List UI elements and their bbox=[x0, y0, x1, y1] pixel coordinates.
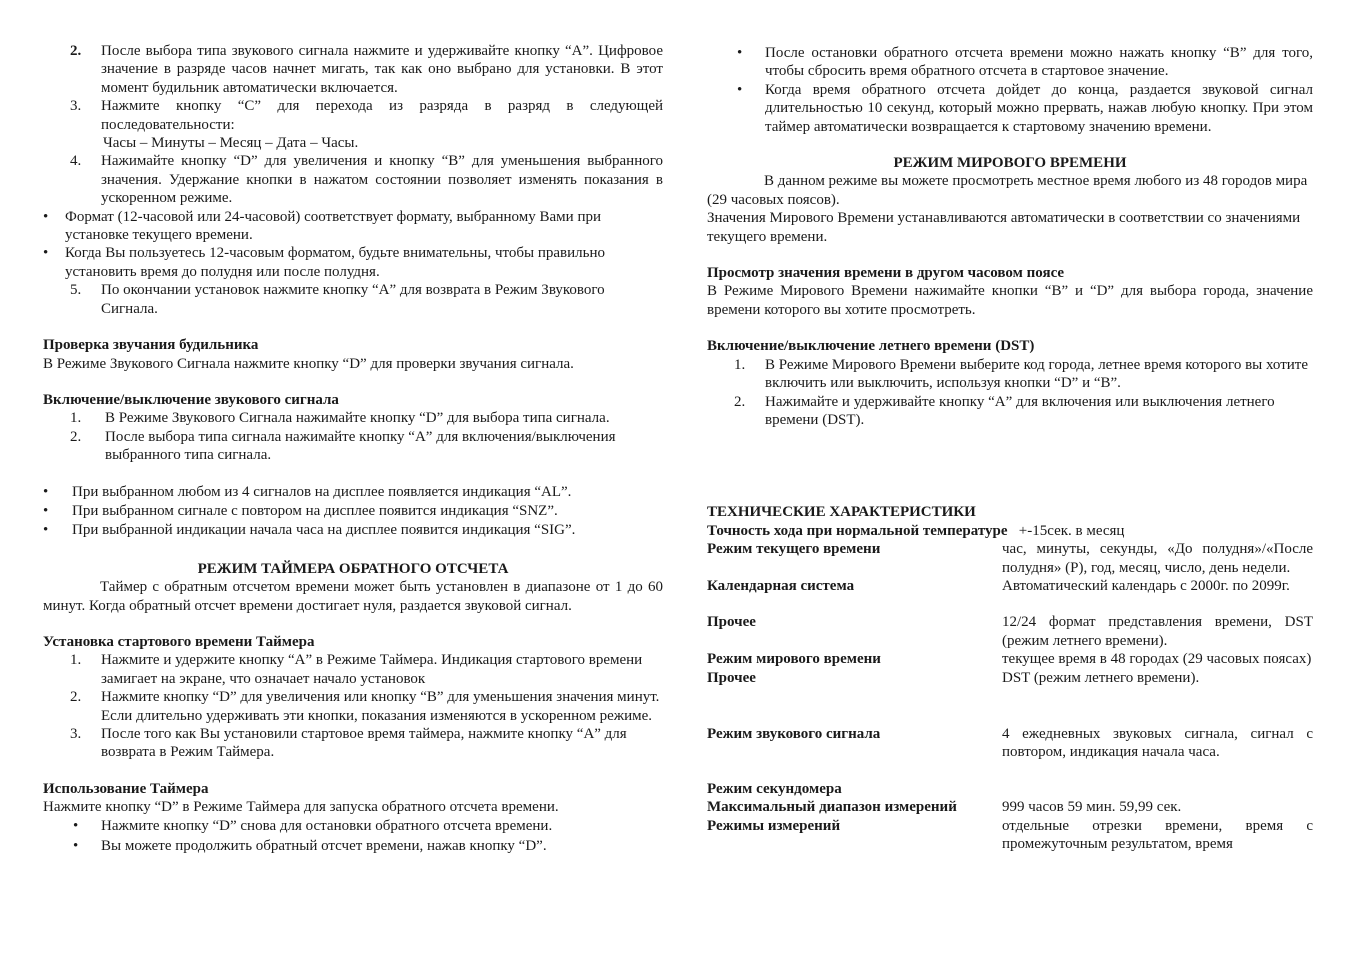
step-number: 2. bbox=[70, 689, 82, 706]
list-item bbox=[43, 521, 663, 539]
step-text: Нажимайте и удерживайте кнопку “A” для включения или выключения летнего времени (DST). bbox=[765, 393, 1275, 428]
paragraph: Значения Мирового Времени устанавливаются автоматически в соответствии со значениями текущего времени. bbox=[707, 210, 1301, 245]
spec-value: Автоматический календарь с 2000г. по 2099г. bbox=[1002, 577, 1290, 594]
alarm-setup-step-5 bbox=[43, 281, 663, 318]
step-text: По окончании установок нажмите кнопку “A” для возврата в Режим Звукового Сигнала. bbox=[101, 282, 605, 317]
list-item bbox=[43, 281, 663, 318]
paragraph: Нажмите кнопку “D” в Режиме Таймера для запуска обратного отсчета времени. bbox=[43, 799, 559, 816]
section-heading: Просмотр значения времени в другом часовом поясе bbox=[707, 265, 1065, 282]
paragraph: В Режиме Мирового Времени нажимайте кнопки “B” и “D” для выбора города, значение времени которого вы хотите просмотреть. bbox=[707, 283, 1313, 318]
left-column bbox=[43, 42, 663, 855]
section-heading: Включение/выключение звукового сигнала bbox=[43, 391, 339, 408]
step-text: Нажимайте кнопку “D” для увеличения и кнопку “B” для уменьшения выбранного значения. Удержание кнопки в нажатом состоянии позволяет изменять показания в ускоренном режиме. bbox=[101, 153, 663, 207]
step-number: 5. bbox=[70, 282, 82, 299]
right-column bbox=[707, 44, 1313, 853]
table-row bbox=[707, 595, 1313, 650]
bullet-text: При выбранном любом из 4 сигналов на дисплее появляется индикация “AL”. bbox=[72, 483, 572, 500]
list-item bbox=[43, 244, 663, 281]
table-row bbox=[707, 762, 1313, 798]
list-item bbox=[707, 81, 1313, 136]
bullet-icon: • bbox=[73, 817, 79, 834]
timer-setup-steps bbox=[43, 651, 663, 761]
table-row bbox=[707, 650, 1313, 668]
section-heading: Использование Таймера bbox=[43, 780, 209, 797]
sequence-line: Часы – Минуты – Месяц – Дата – Часы. bbox=[103, 135, 359, 152]
step-number: 2. bbox=[734, 393, 746, 410]
timer-stop-notes bbox=[707, 44, 1313, 136]
spec-table bbox=[707, 540, 1313, 853]
list-item bbox=[43, 502, 663, 520]
list-item bbox=[43, 483, 663, 501]
alarm-setup-step-4 bbox=[43, 152, 663, 207]
list-item bbox=[43, 837, 663, 855]
list-item bbox=[707, 44, 1313, 81]
accuracy-line bbox=[707, 522, 1313, 540]
step-number: 1. bbox=[734, 356, 746, 373]
step-text: После того как Вы установили стартовое время таймера, нажмите кнопку “A” для возврата в Режим Таймера. bbox=[101, 726, 627, 761]
step-number: 1. bbox=[70, 410, 82, 427]
spec-label: Календарная система bbox=[707, 577, 855, 594]
table-row bbox=[707, 687, 1313, 762]
bullet-text: Вы можете продолжить обратный отсчет времени, нажав кнопку “D”. bbox=[101, 838, 547, 855]
table-row bbox=[707, 669, 1313, 687]
section-title: РЕЖИМ МИРОВОГО ВРЕМЕНИ bbox=[893, 155, 1127, 172]
sound-toggle-steps bbox=[43, 409, 663, 464]
list-item bbox=[43, 725, 663, 762]
section-title: ТЕХНИЧЕСКИЕ ХАРАКТЕРИСТИКИ bbox=[707, 504, 976, 521]
spec-value: текущее время в 48 городах (29 часовых поясах) bbox=[1002, 651, 1312, 668]
section-title: РЕЖИМ ТАЙМЕРА ОБРАТНОГО ОТСЧЕТА bbox=[197, 560, 509, 577]
paragraph: В Режиме Звукового Сигнала нажмите кнопку “D” для проверки звучания сигнала. bbox=[43, 355, 574, 372]
list-item bbox=[707, 356, 1313, 393]
bullet-text: При выбранной индикации начала часа на дисплее появится индикация “SIG”. bbox=[72, 522, 576, 539]
list-item bbox=[707, 393, 1313, 430]
list-item bbox=[43, 208, 663, 245]
section-heading: Включение/выключение летнего времени (DST) bbox=[707, 338, 1035, 355]
spec-value: +-15сек. в месяц bbox=[1018, 522, 1125, 539]
step-number: 1. bbox=[70, 652, 82, 669]
spec-label: Режим текущего времени bbox=[707, 541, 881, 558]
spec-label: Точность хода при нормальной температуре bbox=[707, 522, 1008, 539]
step-text: Нажмите кнопку “C” для перехода из разряда в разряд в следующей последовательности: bbox=[101, 98, 663, 133]
spec-value: DST (режим летнего времени). bbox=[1002, 669, 1200, 686]
step-number: 2. bbox=[70, 43, 82, 59]
spec-label: Режим секундомера bbox=[707, 780, 842, 797]
timer-use-notes bbox=[43, 817, 663, 856]
table-row bbox=[707, 540, 1313, 577]
bullet-icon: • bbox=[737, 81, 743, 98]
step-text: В Режиме Звукового Сигнала нажимайте кнопку “D” для выбора типа сигнала. bbox=[105, 410, 610, 427]
bullet-text: Формат (12-часовой или 24-часовой) соответствует формату, выбранному Вами при установке текущего времени. bbox=[65, 208, 602, 244]
list-item bbox=[43, 688, 663, 725]
step-text: В Режиме Мирового Времени выберите код города, летнее время которого вы хотите включить или выключить, используя кнопки “D” и “B”. bbox=[765, 356, 1309, 392]
step-number: 3. bbox=[70, 98, 82, 115]
bullet-icon: • bbox=[737, 45, 743, 61]
bullet-text: При выбранном сигнале с повтором на дисплее появится индикация “SNZ”. bbox=[72, 502, 558, 519]
list-item bbox=[43, 42, 663, 97]
step-text: После выбора типа звукового сигнала нажмите и удерживайте кнопку “A”. Цифровое значение в разряде часов начнет мигать, так как оно выбрано для установки. В этот момент будильник автоматически включается. bbox=[101, 43, 663, 96]
bullet-icon: • bbox=[43, 483, 49, 500]
step-text: Нажмите и удержите кнопку “A” в Режиме Таймера. Индикация стартового времени замигает на экране, что означает начало установок bbox=[101, 652, 643, 687]
bullet-text: Когда время обратного отсчета дойдет до конца, раздается звуковой сигнал длительностью 10 секунд, который можно прервать, нажав любую кнопку. При этом таймер автоматически возвращается к стартовому значению времени. bbox=[765, 81, 1313, 135]
spec-label: Прочее bbox=[707, 669, 756, 686]
spec-value: отдельные отрезки времени, время с промежуточным результатом, время bbox=[1002, 817, 1313, 852]
table-row bbox=[707, 817, 1313, 854]
dst-steps bbox=[707, 356, 1313, 430]
list-item bbox=[43, 651, 663, 688]
paragraph: В данном режиме вы можете просмотреть местное время любого из 48 городов мира (29 часовых поясов). bbox=[707, 173, 1308, 208]
spec-label: Режимы измерений bbox=[707, 817, 841, 834]
table-row bbox=[707, 577, 1313, 595]
step-number: 4. bbox=[70, 153, 82, 170]
step-number: 3. bbox=[70, 726, 82, 742]
spec-label: Режим звукового сигнала bbox=[707, 725, 881, 742]
bullet-icon: • bbox=[43, 208, 49, 225]
bullet-icon: • bbox=[43, 502, 49, 519]
bullet-icon: • bbox=[43, 522, 49, 539]
step-number: 2. bbox=[70, 428, 82, 445]
bullet-icon: • bbox=[73, 838, 79, 855]
paragraph: Таймер с обратным отсчетом времени может быть установлен в диапазоне от 1 до 60 минут. Когда обратный отсчет времени достигает нуля, раздается звуковой сигнал. bbox=[43, 579, 663, 614]
list-item bbox=[43, 152, 663, 207]
section-heading: Установка стартового времени Таймера bbox=[43, 633, 315, 650]
step-text: После выбора типа сигнала нажимайте кнопку “A” для включения/выключения выбранного типа сигнала. bbox=[105, 428, 616, 464]
table-row bbox=[707, 798, 1313, 816]
format-notes bbox=[43, 208, 663, 282]
spec-label: Максимальный диапазон измерений bbox=[707, 799, 957, 816]
list-item bbox=[43, 428, 663, 465]
spec-label: Режим мирового времени bbox=[707, 651, 881, 668]
spec-value: час, минуты, секунды, «До полудня»/«После полудня» (P), год, месяц, число, день недели. bbox=[1002, 541, 1313, 576]
alarm-setup-steps bbox=[43, 42, 663, 134]
bullet-text: Когда Вы пользуетесь 12-часовым форматом, будьте внимательны, чтобы правильно установить время до полудня или после полудня. bbox=[65, 245, 605, 280]
spec-value: 4 ежедневных звуковых сигнала, сигнал с повтором, индикация начала часа. bbox=[1002, 725, 1313, 761]
step-text: Нажмите кнопку “D” для увеличения или кнопку “B” для уменьшения значения минут. Если длительно удерживать эти кнопки, показания изменяются в ускоренном режиме. bbox=[101, 689, 660, 724]
bullet-text: После остановки обратного отсчета времени можно нажать кнопку “B” для того, чтобы сбросить время обратного отсчета в стартовое значение. bbox=[765, 45, 1313, 80]
indicator-notes bbox=[43, 483, 663, 540]
spec-label: Прочее bbox=[707, 614, 756, 631]
list-item bbox=[43, 817, 663, 835]
bullet-icon: • bbox=[43, 245, 49, 262]
bullet-text: Нажмите кнопку “D” снова для остановки обратного отсчета времени. bbox=[101, 817, 553, 834]
list-item bbox=[43, 409, 663, 427]
section-heading: Проверка звучания будильника bbox=[43, 337, 259, 354]
spec-value: 999 часов 59 мин. 59,99 сек. bbox=[1002, 799, 1182, 816]
spec-value: 12/24 формат представления времени, DST (режим летнего времени). bbox=[1002, 614, 1313, 649]
list-item bbox=[43, 97, 663, 134]
